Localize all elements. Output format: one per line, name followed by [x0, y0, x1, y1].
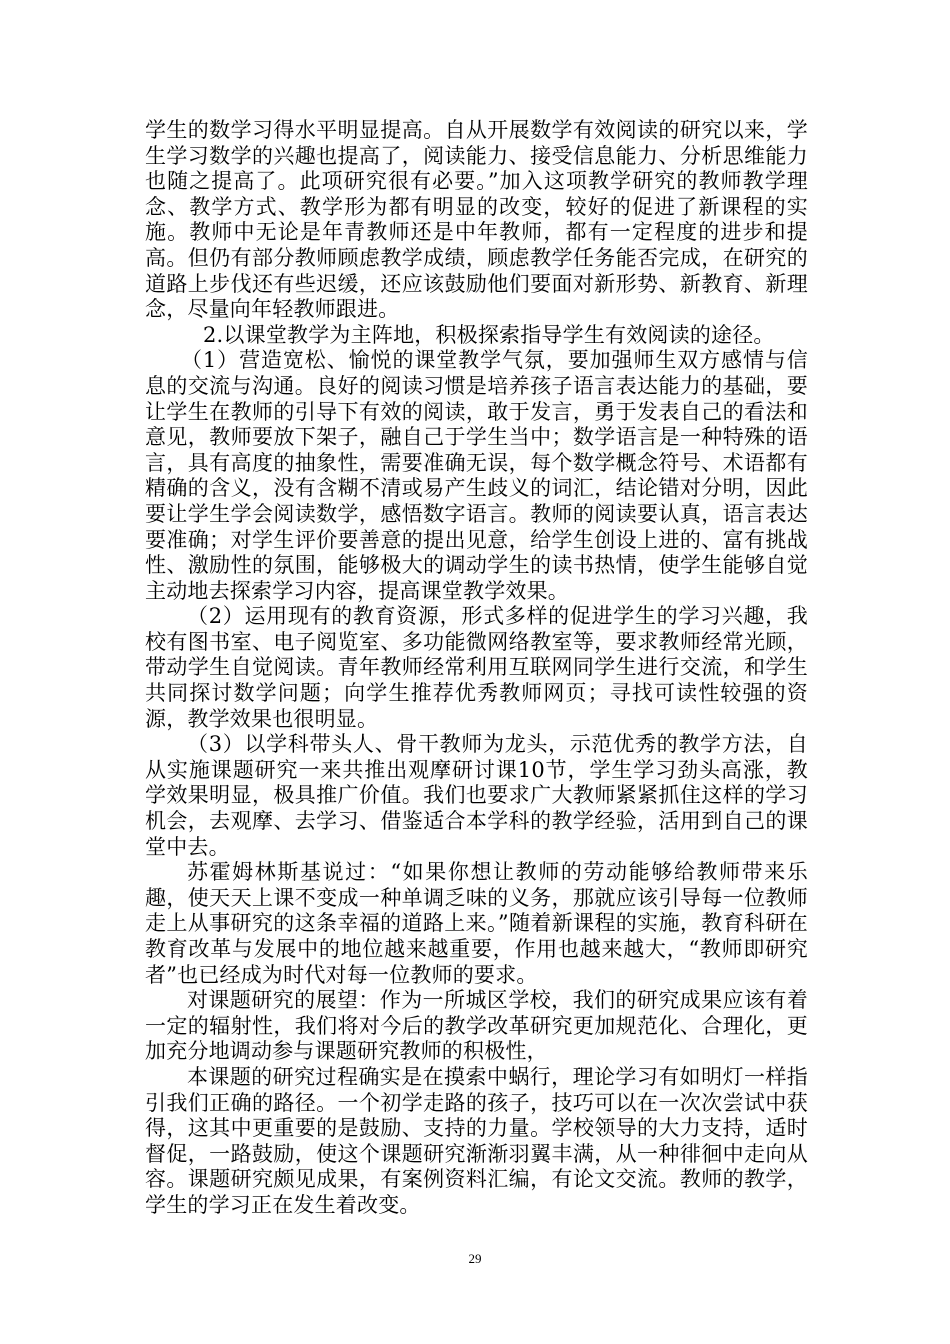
paragraph-item-1: （1）营造宽松、愉悦的课堂教学气氛，要加强师生双方感情与信息的交流与沟通。良好的阅读习惯是培养孩子语言表达能力的基础，要让学生在教师的引导下有效的阅读，敢于发言，勇于发表自己的看法和意见，教师要放下架子，融自己于学生当中；数学语言是一种特殊的语言，具有高度的抽象性，需要准确无误，每个数学概念符号、术语都有精确的含义，没有含糊不清或易产生歧义的词汇，结论错对分明，因此要让学生学会阅读数学，感悟数字语言。教师的阅读要认真，语言表达要准确；对学生评价要善意的提出见意，给学生创设上进的、富有挑战性、激励性的氛围，能够极大的调动学生的读书热情，使学生能够自觉主动地去探索学习内容，提高课堂教学效果。 [145, 348, 808, 603]
paragraph-quote: 苏霍姆林斯基说过：“如果你想让教师的劳动能够给教师带来乐趣，使天天上课不变成一种单调乏味的义务，那就应该引导每一位教师走上从事研究的这条幸福的道路上来。”随着新课程的实施，教育科研在教育改革与发展中的地位越来越重要，作用也越来越大，“教师即研究者”也已经成为时代对每一位教师的要求。 [145, 860, 808, 987]
document-body [145, 118, 808, 1219]
page-number: 29 [468, 1251, 482, 1266]
paragraph-conclusion: 本课题的研究过程确实是在摸索中蜗行，理论学习有如明灯一样指引我们正确的路径。一个初学走路的孩子，技巧可以在一次次尝试中获得，这其中更重要的是鼓励、支持的力量。学校领导的大力支持，适时督促，一路鼓励，使这个课题研究渐渐羽翼丰满，从一种徘徊中走向从容。课题研究颇见成果，有案例资料汇编，有论文交流。教师的教学，学生的学习正在发生着改变。 [145, 1064, 808, 1217]
paragraph-outlook: 对课题研究的展望：作为一所城区学校，我们的研究成果应该有着一定的辐射性，我们将对今后的教学改革研究更加规范化、合理化，更加充分地调动参与课题研究教师的积极性， [145, 988, 808, 1064]
paragraph-continuation: 学生的数学习得水平明显提高。自从开展数学有效阅读的研究以来，学生学习数学的兴趣也提高了，阅读能力、接受信息能力、分析思维能力也随之提高了。此项研究很有必要。”加入这项教学研究的教师教学理念、教学方式、教学形为都有明显的改变，较好的促进了新课程的实施。教师中无论是年青教师还是中年教师，都有一定程度的进步和提高。但仍有部分教师顾虑教学成绩，顾虑教学任务能否完成，在研究的道路上步伐还有些迟缓，还应该鼓励他们要面对新形势、新教育、新理念，尽量向年轻教师跟进。 [145, 118, 808, 322]
paragraph-item-3: （3）以学科带头人、骨干教师为龙头，示范优秀的教学方法，自从实施课题研究一来共推出观摩研讨课10节，学生学习劲头高涨，教学效果明显，极具推广价值。我们也要求广大教师紧紧抓住这样的学习机会，去观摩、去学习、借鉴适合本学科的教学经验，活用到自己的课堂中去。 [145, 732, 808, 859]
paragraph-item-2: （2）运用现有的教育资源，形式多样的促进学生的学习兴趣，我校有图书室、电子阅览室、多功能微网络教室等，要求教师经常光顾，带动学生自觉阅读。青年教师经常利用互联网同学生进行交流，和学生共同探讨数学问题；向学生推荐优秀教师网页；寻找可读性较强的资源，教学效果也很明显。 [145, 604, 808, 731]
section-heading-2: 2.以课堂教学为主阵地，积极探索指导学生有效阅读的途径。 [203, 322, 775, 347]
